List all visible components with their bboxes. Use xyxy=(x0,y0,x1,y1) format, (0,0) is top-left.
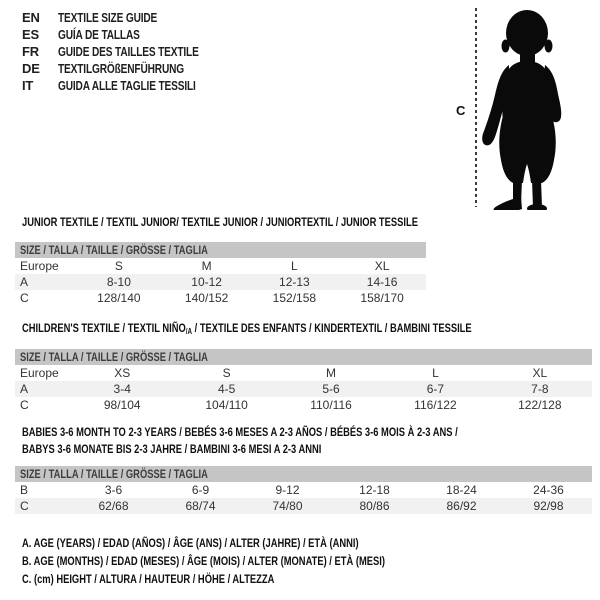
table-cell: 4-5 xyxy=(217,382,236,396)
height-measure-label: C xyxy=(456,103,466,118)
language-header xyxy=(22,9,238,94)
table-cell: 86/92 xyxy=(446,499,477,513)
table-cell: 8-10 xyxy=(106,275,131,289)
table-cell: 98/104 xyxy=(103,398,141,412)
language-row-de xyxy=(22,60,238,77)
size-header-label: SIZE / TALLA / TAILLE / GRÖSSE / TAGLIA xyxy=(20,350,208,364)
row-label: C xyxy=(20,291,29,305)
babies-table-title-line2: BABYS 3-6 MONATE BIS 2-3 JAHRE / BAMBINI 3-6 MESI A 2-3 ANNI xyxy=(22,442,322,456)
height-measure-dashed-line xyxy=(475,8,477,207)
babies-size-table xyxy=(15,466,592,514)
row-label: C xyxy=(20,499,29,513)
table-cell: 10-12 xyxy=(191,275,222,289)
children-size-table xyxy=(15,349,592,413)
language-row-en xyxy=(22,9,238,26)
table-cell: 104/110 xyxy=(205,398,248,412)
size-header-bar xyxy=(15,242,426,258)
row-label: Europe xyxy=(20,366,59,380)
language-row-it xyxy=(22,77,238,94)
legend-line-c: C. (cm) HEIGHT / ALTURA / HAUTEUR / HÖHE / ALTEZZA xyxy=(22,572,275,586)
size-header-bar xyxy=(15,349,592,365)
table-cell: 68/74 xyxy=(185,499,216,513)
table-cell: 140/152 xyxy=(184,291,229,305)
table-cell: 80/86 xyxy=(359,499,390,513)
table-cell: 128/140 xyxy=(97,291,141,305)
junior-size-table xyxy=(15,242,426,306)
table-cell: 18-24 xyxy=(446,483,477,497)
table-cell: 7-8 xyxy=(531,382,549,396)
table-cell: 74/80 xyxy=(272,499,303,513)
row-label: A xyxy=(20,382,29,396)
table-row xyxy=(15,365,592,381)
table-cell: S xyxy=(114,259,123,273)
language-code: FR xyxy=(22,44,39,59)
table-cell: 92/98 xyxy=(533,499,564,513)
table-cell: 14-16 xyxy=(366,275,398,289)
language-code: ES xyxy=(22,27,39,42)
size-header-label: SIZE / TALLA / TAILLE / GRÖSSE / TAGLIA xyxy=(20,243,208,257)
table-cell: XL xyxy=(374,259,390,273)
row-label: A xyxy=(20,275,29,289)
table-cell: 110/116 xyxy=(310,398,352,412)
language-title: TEXTILGRÖßENFÜHRUNG xyxy=(58,61,185,76)
table-row xyxy=(15,381,592,397)
table-row xyxy=(15,258,426,274)
table-cell: M xyxy=(326,366,337,380)
language-row-es xyxy=(22,26,238,43)
measure-legend xyxy=(22,534,487,588)
table-cell: 12-13 xyxy=(279,275,310,289)
language-title: TEXTILE SIZE GUIDE xyxy=(58,10,158,25)
language-code: EN xyxy=(22,10,40,25)
table-cell: XL xyxy=(532,366,548,380)
table-cell: 5-6 xyxy=(322,382,340,396)
table-cell: 3-4 xyxy=(113,382,131,396)
table-row xyxy=(15,274,426,290)
table-cell: 158/170 xyxy=(360,291,404,305)
table-row xyxy=(15,290,426,306)
language-title: GUIDE DES TAILLES TEXTILE xyxy=(58,44,199,59)
language-code: IT xyxy=(22,78,34,93)
table-cell: 9-12 xyxy=(275,483,300,497)
table-row xyxy=(15,498,592,514)
babies-table-title-line1: BABIES 3-6 MONTH TO 2-3 YEARS / BEBÉS 3-6 MESES A 2-3 AÑOS / BÉBÉS 3-6 MOIS À 2-3 ANS / xyxy=(22,425,458,439)
legend-line-a: A. AGE (YEARS) / EDAD (AÑOS) / ÂGE (ANS) / ALTER (JAHRE) / ETÀ (ANNI) xyxy=(22,536,359,550)
table-cell: 62/68 xyxy=(98,499,129,513)
table-row xyxy=(15,397,592,413)
size-header-label: SIZE / TALLA / TAILLE / GRÖSSE / TAGLIA xyxy=(20,467,208,481)
row-label: B xyxy=(20,483,29,497)
size-header-bar xyxy=(15,466,592,482)
table-row xyxy=(15,482,592,498)
table-cell: 122/128 xyxy=(518,398,562,412)
table-cell: 12-18 xyxy=(359,483,390,497)
row-label: C xyxy=(20,398,29,412)
table-cell: 24-36 xyxy=(533,483,564,497)
table-cell: L xyxy=(291,259,298,273)
children-table-title: CHILDREN'S TEXTILE / TEXTIL $NIÑO_{/A}$ / TEXTILE DES ENFANTS / KINDERTEXTIL / BAMBINI TESSILE xyxy=(22,321,472,336)
table-cell: 3-6 xyxy=(104,483,123,497)
table-cell: XS xyxy=(114,366,131,380)
language-title: GUIDA ALLE TAGLIE TESSILI xyxy=(58,78,196,93)
language-code: DE xyxy=(22,61,40,76)
row-label: Europe xyxy=(20,259,59,273)
title-subscript: /A xyxy=(185,327,193,336)
legend-line-b: B. AGE (MONTHS) / EDAD (MESES) / ÂGE (MOIS) / ALTER (MONATE) / ETÀ (MESI) xyxy=(22,554,385,568)
language-title: GUÍA DE TALLAS xyxy=(58,27,140,42)
table-cell: S xyxy=(222,366,231,380)
table-cell: L xyxy=(432,366,439,380)
table-cell: 152/158 xyxy=(272,291,317,305)
language-row-fr xyxy=(22,43,238,60)
junior-table-title: JUNIOR TEXTILE / TEXTIL JUNIOR/ TEXTILE JUNIOR / JUNIORTEXTIL / JUNIOR TESSILE xyxy=(22,215,418,229)
baby-silhouette-icon xyxy=(478,6,578,210)
table-cell: 6-7 xyxy=(426,382,445,396)
table-cell: M xyxy=(201,259,212,273)
table-cell: 6-9 xyxy=(191,483,210,497)
table-cell: 116/122 xyxy=(414,398,457,412)
